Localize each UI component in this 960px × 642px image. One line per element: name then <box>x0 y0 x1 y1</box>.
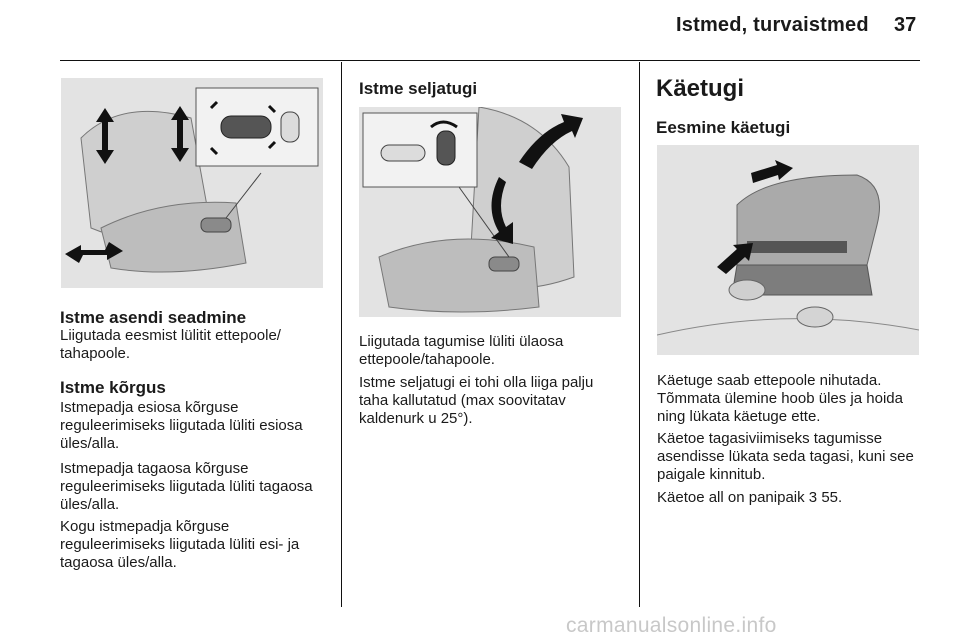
page-reference-link[interactable]: 55. <box>821 489 843 506</box>
backrest-text-1: Liigutada tagumise lüliti ülaosa ettepoole/tahapoole. <box>359 333 564 368</box>
page-number: 37 <box>894 14 917 36</box>
armrest-text-3 <box>657 489 922 507</box>
seat-position-text: Liigutada eesmist lülitit ettepoole/ tahapoole. <box>60 327 281 362</box>
armrest-text-1: Käetuge saab ettepoole nihutada. Tõmmata ülemine hoob üles ja hoida ning lükata käetuge ette. <box>657 372 903 425</box>
column-divider-right <box>639 62 640 607</box>
seat-height-text-1: Istmepadja esiosa kõrguse reguleerimiseks liigutada lüliti esiosa üles/alla. <box>60 399 303 452</box>
seat-height-text-3: Kogu istmepadja kõrguse reguleerimiseks liigutada lüliti esi- ja tagaosa üles/alla. <box>60 518 300 571</box>
backrest-illustration <box>359 107 621 317</box>
section-heading-seat-height: Istme kõrgus <box>60 378 166 397</box>
backrest-text-2: Istme seljatugi ei tohi olla liiga palju taha kallutatud (max soovitatav kaldenurk u 25°). <box>359 374 594 427</box>
section-heading-seat-position: Istme asendi seadmine <box>60 308 247 327</box>
header-rule <box>60 60 920 61</box>
section-title-armrest: Käetugi <box>656 75 745 102</box>
seat-height-text-2: Istmepadja tagaosa kõrguse reguleerimiseks liigutada lüliti tagaosa üles/alla. <box>60 460 313 513</box>
armrest-text-3-main: Käetoe all on panipaik <box>657 489 805 506</box>
seat-position-illustration <box>61 78 323 288</box>
column-divider-left <box>341 62 342 607</box>
armrest-text-2: Käetoe tagasiviimiseks tagumisse asendisse lükata seda tagasi, kuni see paigale kinnitub. <box>657 430 914 483</box>
page-reference-icon: 3 <box>808 489 818 506</box>
section-heading-front-armrest: Eesmine käetugi <box>656 118 791 137</box>
watermark: carmanualsonline.info <box>566 614 777 637</box>
header-title: Istmed, turvaistmed <box>676 14 869 36</box>
armrest-illustration <box>657 145 919 355</box>
section-heading-backrest: Istme seljatugi <box>359 79 478 98</box>
